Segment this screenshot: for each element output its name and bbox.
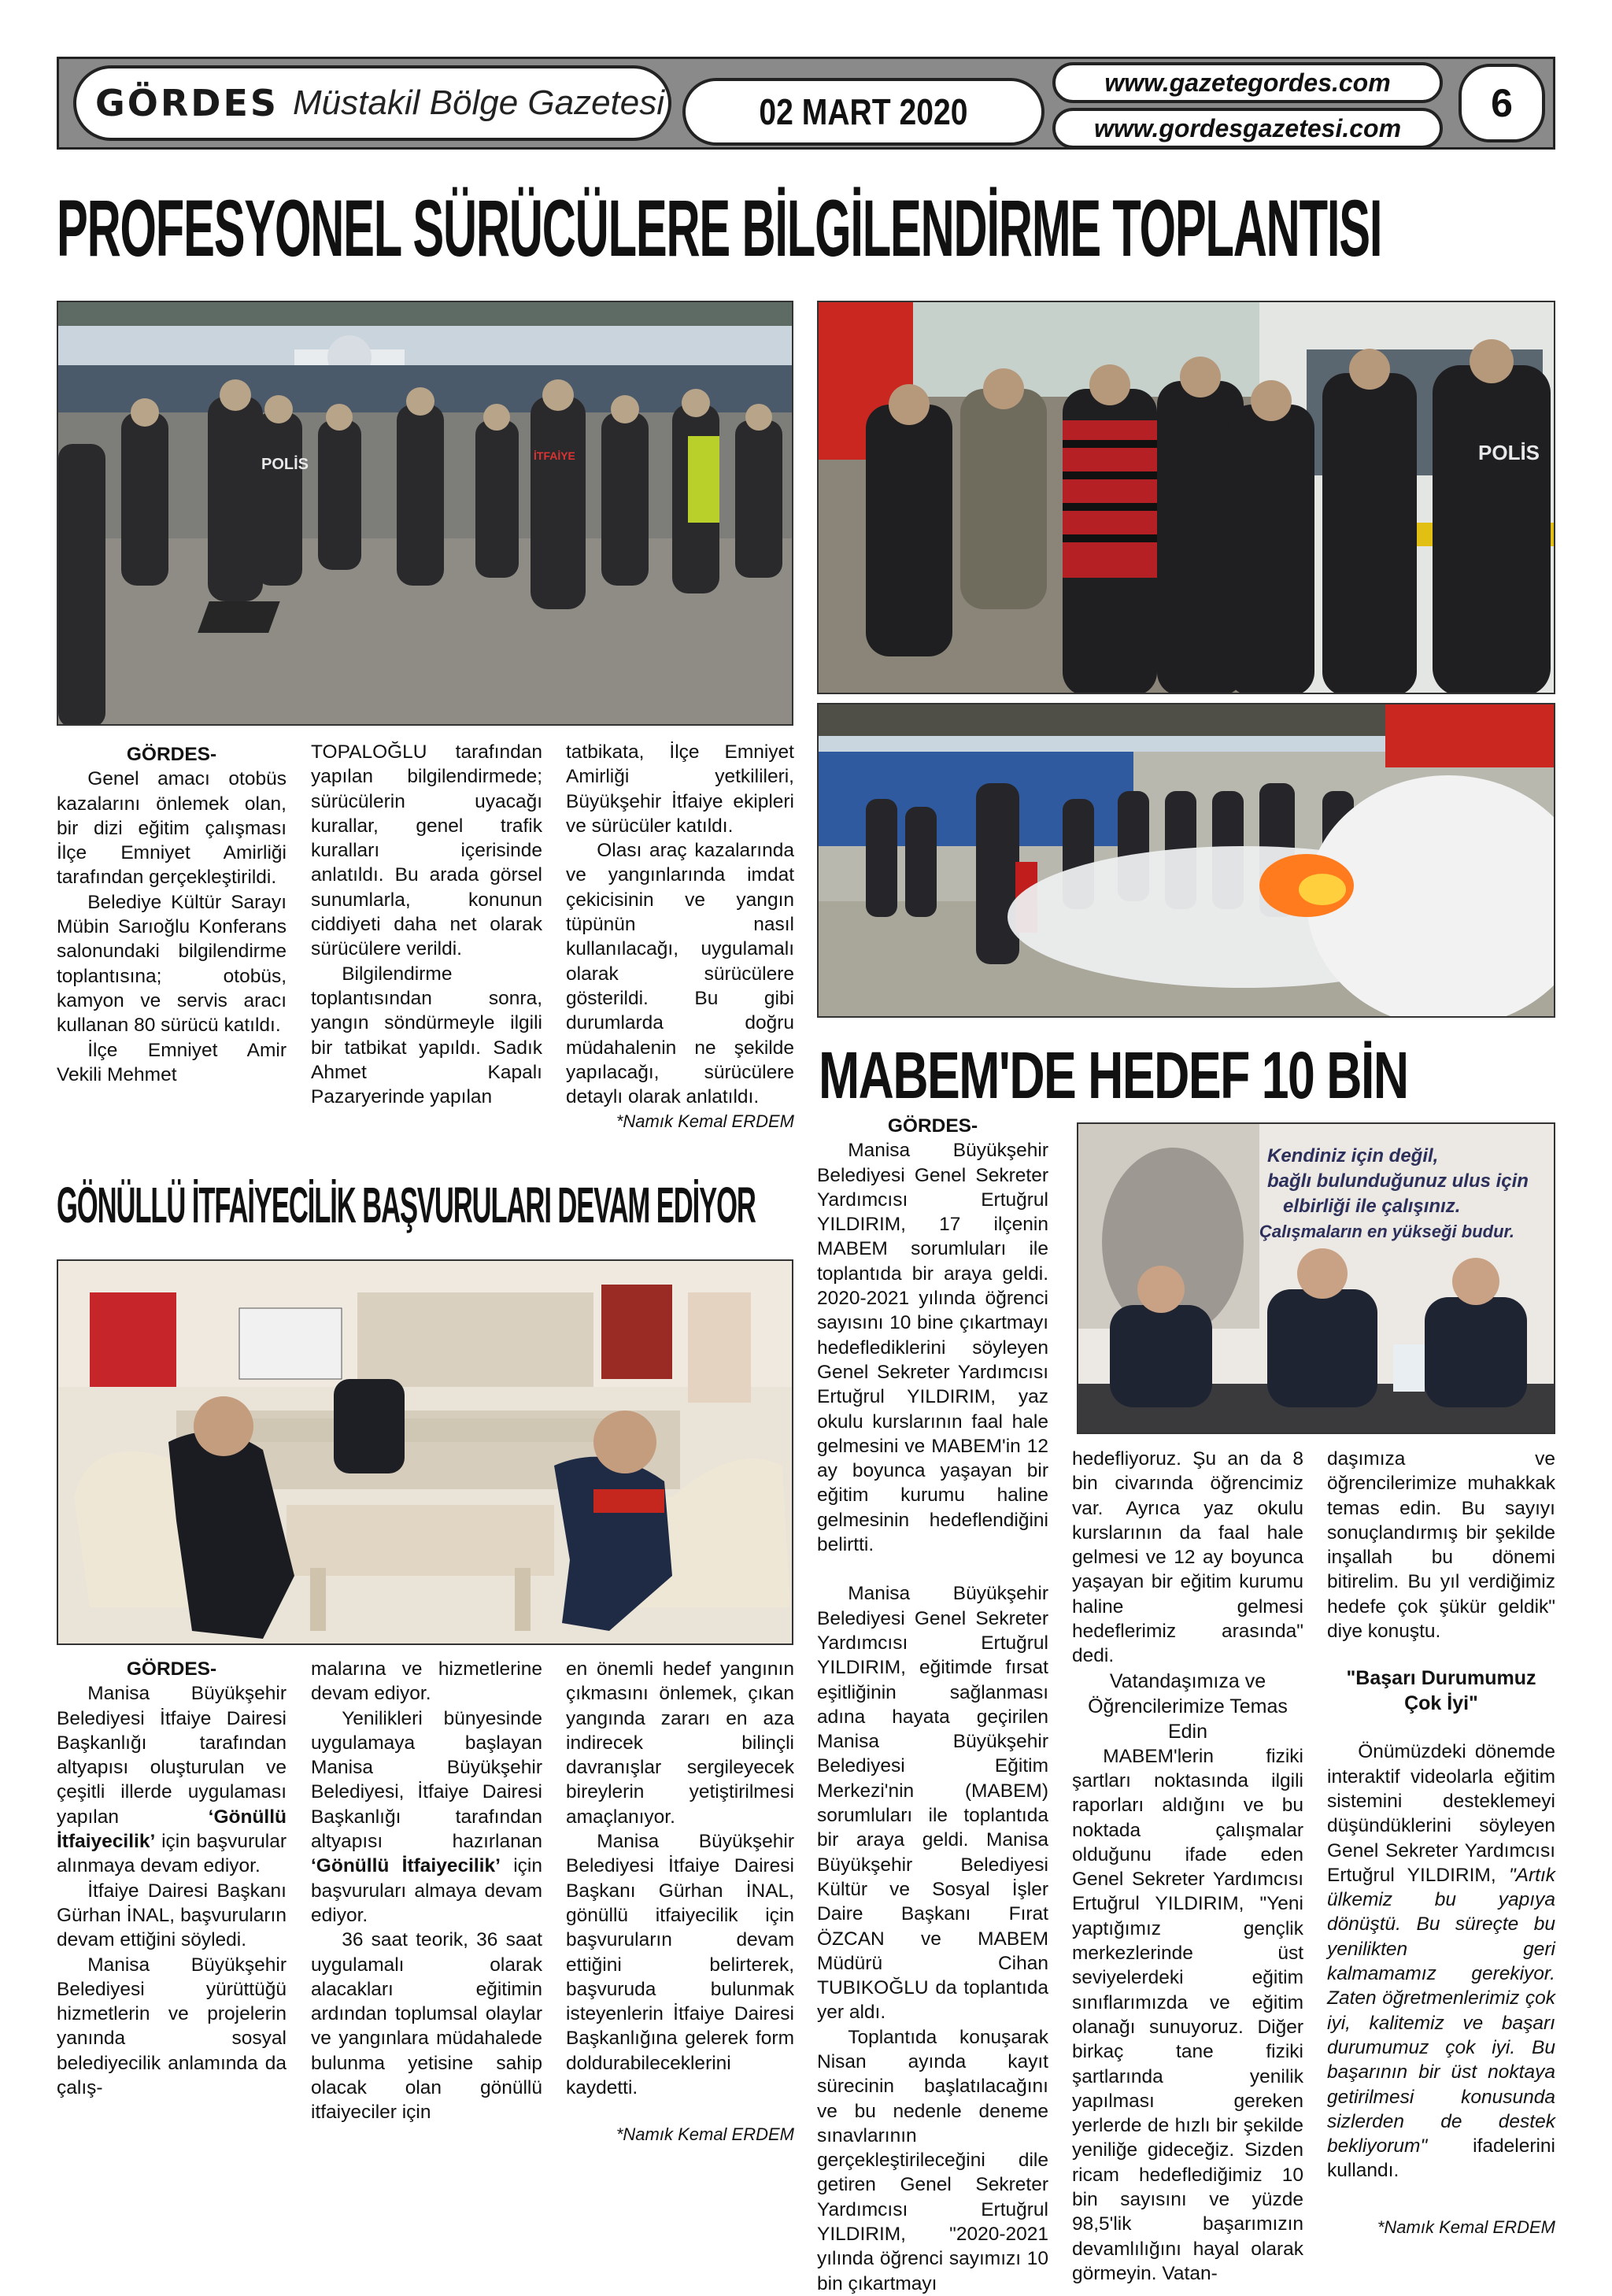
website-2[interactable]: www.gordesgazetesi.com [1093, 113, 1402, 142]
article2-col2-p1: malarına ve hizmetlerine devam ediyor. [311, 1658, 542, 1705]
article1-col1 [57, 742, 287, 1087]
page-number: 6 [1491, 81, 1513, 125]
brand-pill [73, 65, 671, 141]
photo-fire-drill [817, 703, 1555, 1018]
photo-police-van [817, 301, 1555, 694]
article1-col1-p2: Belediye Kültür Sarayı Mübin Sarıoğlu Konferans salonundaki bilgilendirme toplantısına; otobüs, kamyon ve servis aracı kullanan 80 sürücü katıldı. [57, 891, 287, 1037]
article3-col2-subhead: Vatandaşımıza ve Öğrencilerimize Temas Edin [1088, 1669, 1288, 1743]
article3-col2-p1: hedefliyoruz. Şu an da 8 bin civarında öğrencimiz var. Ayrıca yaz okulu kurslarının da faal hale gelmesi ve 12 ay boyunca yaşayan bir eğitim kurumu haline gelmesi hedeflerimiz arasında" dedi. [1072, 1448, 1303, 1667]
masthead [57, 57, 1555, 150]
article2-col1 [57, 1657, 287, 2100]
article1-col3 [566, 740, 794, 1134]
article3-col1-p2: Manisa Büyükşehir Belediyesi Genel Sekreter Yardımcısı Ertuğrul YILDIRIM, eğitimde fırsat eşitliğinin sağlanması adına hayata geçirilen Manisa Büyükşehir Belediyesi Eğitim Merkezi'nin (MABEM) sorumluları ile toplantıda bir araya geldi. Manisa Büyükşehir Belediyesi Kültür ve Sosyal İşler Daire Başkanı Fırat ÖZCAN ve MABEM Müdürü Cihan TUBIKOĞLU da toplantıda yer aldı. [817, 1583, 1048, 2024]
article1-col2 [311, 740, 542, 1109]
article3-byline: *Namık Kemal ERDEM [1377, 2217, 1555, 2237]
photo-fire-chief-office [57, 1259, 793, 1645]
article3-col3 [1327, 1447, 1555, 2239]
article2-col3-p2: Manisa Büyükşehir Belediyesi İtfaiye Dairesi Başkanı Gürhan İNAL, gönüllü itfaiyecilik için başvuruların devam ettiğini belirterek, başvuruda bulunmak isteyenlerin İtfaiye Dairesi Başkanlığına gelerek form doldurabileceklerini kaydetti. [566, 1831, 794, 2099]
article2-col2 [311, 1657, 542, 2125]
issue-date: 02 MART 2020 [759, 91, 968, 132]
police-label-1: POLİS [261, 456, 309, 473]
poster-line-4: Çalışmaların en yükseği budur. [1259, 1222, 1514, 1241]
article2-col1-p3: Manisa Büyükşehir Belediyesi yürüttüğü hizmetlerin ve projelerin yanında sosyal belediyecilik anlamında da çalış- [57, 1954, 287, 2099]
article1-col1-p1: Genel amacı otobüs kazalarını önlemek olan, bir dizi eğitim çalışması İlçe Emniyet Amirliği tarafından gerçekleştirildi. [57, 768, 287, 889]
article3-col1-p3: Toplantıda konuşarak Nisan ayında kayıt sürecinin başlatılacağını ve bu nedenle deneme sınavlarının gerçekleştirileceğini dile getiren Genel Sekreter Yardımcısı Ertuğrul YILDIRIM, "2020-2021 yılında öğrenci sayımızı 10 bin çıkartmayı [817, 2026, 1048, 2294]
headline-volunteer-firefighting: GÖNÜLLÜ İTFAİYECİLİK BAŞVURULARI DEVAM EDİYOR [57, 1177, 756, 1233]
headline-driver-meeting: PROFESYONEL SÜRÜCÜLERE BİLGİLENDİRME TOPLANTISI [57, 183, 1382, 273]
article1-col3-p1: tatbikata, İlçe Emniyet Amirliği yetkilileri, Büyükşehir İtfaiye ekipleri ve sürücüler katıldı. [566, 741, 794, 837]
website-pill-1 [1052, 62, 1443, 103]
website-1[interactable]: www.gazetegordes.com [1104, 68, 1391, 97]
headline-mabem: MABEM'DE HEDEF 10 BİN [819, 1038, 1408, 1112]
article2-col3-p1: en önemli hedef yangının çıkmasını önlemek, çıkan yangında zararı en aza indirecek bilinçli davranışlar sergileyecek bireylerin yetiştirilmesi amaçlanıyor. [566, 1658, 794, 1828]
article3-col2 [1072, 1447, 1303, 2286]
photo-drivers-gathering [57, 301, 793, 726]
article3-col3-p2: Önümüzdeki dönemde interaktif videolarla eğitim sistemini desteklemeyi düşündüklerini söyleyen Genel Sekreter Yardımcısı Ertuğrul YILDIRIM, "Artık ülkemiz bu yapıya dönüştü. Bu süreçte bu yenilikten geri kalmamamız gerekiyor. Zaten öğretmenlerimiz çok iyi, kalitemiz ve başarı durumumuz çok iyi. Bu başarının bir üst noktaya getirilmesi konusunda sizlerden de destek bekliyorum" ifadelerini kullandı. [1327, 1741, 1555, 2182]
article3-col3-p1: daşımıza ve öğrencilerimize muhakkak temas edin. Bu sayıyı sonuçlandırmış bir şekilde inşallah bu dönemi bitirelim. Bu yıl verdiğimiz hedefe çok şükür geldik" diye konuştu. [1327, 1448, 1555, 1643]
article1-byline: *Namık Kemal ERDEM [616, 1111, 794, 1132]
article2-dateline: GÖRDES- [126, 1658, 217, 1680]
article2-col1-p2: İtfaiye Dairesi Başkanı Gürhan İNAL, başvuruların devam ettiğini söyledi. [57, 1880, 287, 1951]
page-number-pill [1459, 64, 1545, 142]
article2-col2-p2: Yenilikleri bünyesinde uygulamaya başlayan Manisa Büyükşehir Belediyesi, İtfaiye Dairesi Başkanlığı tarafından altyapısı hazırlanan ‘Gönüllü İtfaiyecilik’ için başvuruları almaya devam ediyor. [311, 1707, 542, 1926]
photo-mabem-meeting [1077, 1122, 1555, 1434]
article3-col1-p1: Manisa Büyükşehir Belediyesi Genel Sekreter Yardımcısı Ertuğrul YILDIRIM, 17 ilçenin MABEM sorumluları ile toplantıda bir araya geldi. 2020-2021 yılında öğrenci sayısını 10 bine çıkartmayı hedeflediklerini söyleyen Genel Sekreter Yardımcısı Ertuğrul YILDIRIM, yaz okulu kurslarının faal hale gelmesini ve MABEM'in 12 ay boyunca yaşayan bir eğitim kurumu haline gelmesinin hedeflendiğini belirtti. [817, 1140, 1048, 1556]
article1-dateline: GÖRDES- [126, 744, 217, 765]
article1-col2-p1: TOPALOĞLU tarafından yapılan bilgilendirmede; sürücülerin uyacağı kurallar, genel trafik kuralları içerisinde anlatıldı. Bu arada görsel sunumlarla, konunun ciddiyeti daha net olarak sürücülere verildi. [311, 741, 542, 960]
article3-col1 [817, 1114, 1048, 2296]
article2-byline: *Namık Kemal ERDEM [616, 2124, 794, 2145]
date-pill [682, 78, 1044, 146]
poster-line-2: bağlı bulunduğunuz ulus için [1267, 1170, 1529, 1192]
fire-label: İTFAİYE [534, 449, 575, 462]
police-label-2: POLİS [1478, 441, 1540, 464]
article1-col2-p2: Bilgilendirme toplantısından sonra, yangın söndürmeyle ilgili bir tatbikat yapıldı. Sadık Ahmet Kapalı Pazaryerinde yapılan [311, 963, 542, 1108]
website-pill-2 [1052, 108, 1443, 149]
article2-col1-p1: Manisa Büyükşehir Belediyesi İtfaiye Dairesi Başkanlığı tarafından altyapısı oluşturulan ve çeşitli illerde uygulaması yapılan ‘Gönüllü İtfaiyecilik’ için başvurular alınmaya devam ediyor. [57, 1683, 287, 1877]
article2-col2-p3: 36 saat teorik, 36 saat uygulamalı olarak alacakları eğitimin ardından toplumsal olaylar ve yangınlara müdahalede bulunma yetisine sahip olacak olan gönüllü itfaiyeciler için [311, 1929, 542, 2124]
poster-line-3: elbirliği ile çalışınız. [1283, 1196, 1461, 1217]
article1-col3-p2: Olası araç kazalarında ve yangınlarında imdat çekicisinin ve yangın tüpünün nasıl kullanılacağı, uygulamalı olarak sürücülere gösterildi. Bu gibi durumlarda doğru müdahalenin ne şekilde yapılacağı, sürücülere detaylı olarak anlatıldı. [566, 840, 794, 1108]
article2-col3 [566, 1657, 794, 2147]
brand-subtitle: Müstakil Bölge Gazetesi [293, 83, 665, 122]
article1-col1-p3: İlçe Emniyet Amir Vekili Mehmet [57, 1039, 287, 1085]
brand-name: GÖRDES [95, 82, 279, 124]
article3-col2-p2: MABEM'lerin fiziki şartları noktasında ilgili raporları aldığını ve bu noktada çalışmalar olduğunu ifade eden Genel Sekreter Yardımcısı Ertuğrul YILDIRIM, "Yeni yaptığımız gençlik merkezlerinde üst seviyelerdeki eğitim sınıflarımızda ve eğitim olanağı sunuyoruz. Diğer birkaç tane fiziki şartlarında yenilik yapılması gereken yerlerde de hızlı bir şekilde yeniliğe gideceğiz. Sizden ricam hedeflediğimiz 10 bin sayısını ve yüzde 98,5'lik başarımızın devamlılığını hayal olarak görmeyin. Vatan- [1072, 1745, 1303, 2284]
article3-col3-subhead: "Başarı Durumumuz Çok İyi" [1346, 1667, 1536, 1715]
poster-line-1: Kendiniz için değil, [1267, 1145, 1439, 1166]
article3-dateline: GÖRDES- [887, 1115, 978, 1137]
